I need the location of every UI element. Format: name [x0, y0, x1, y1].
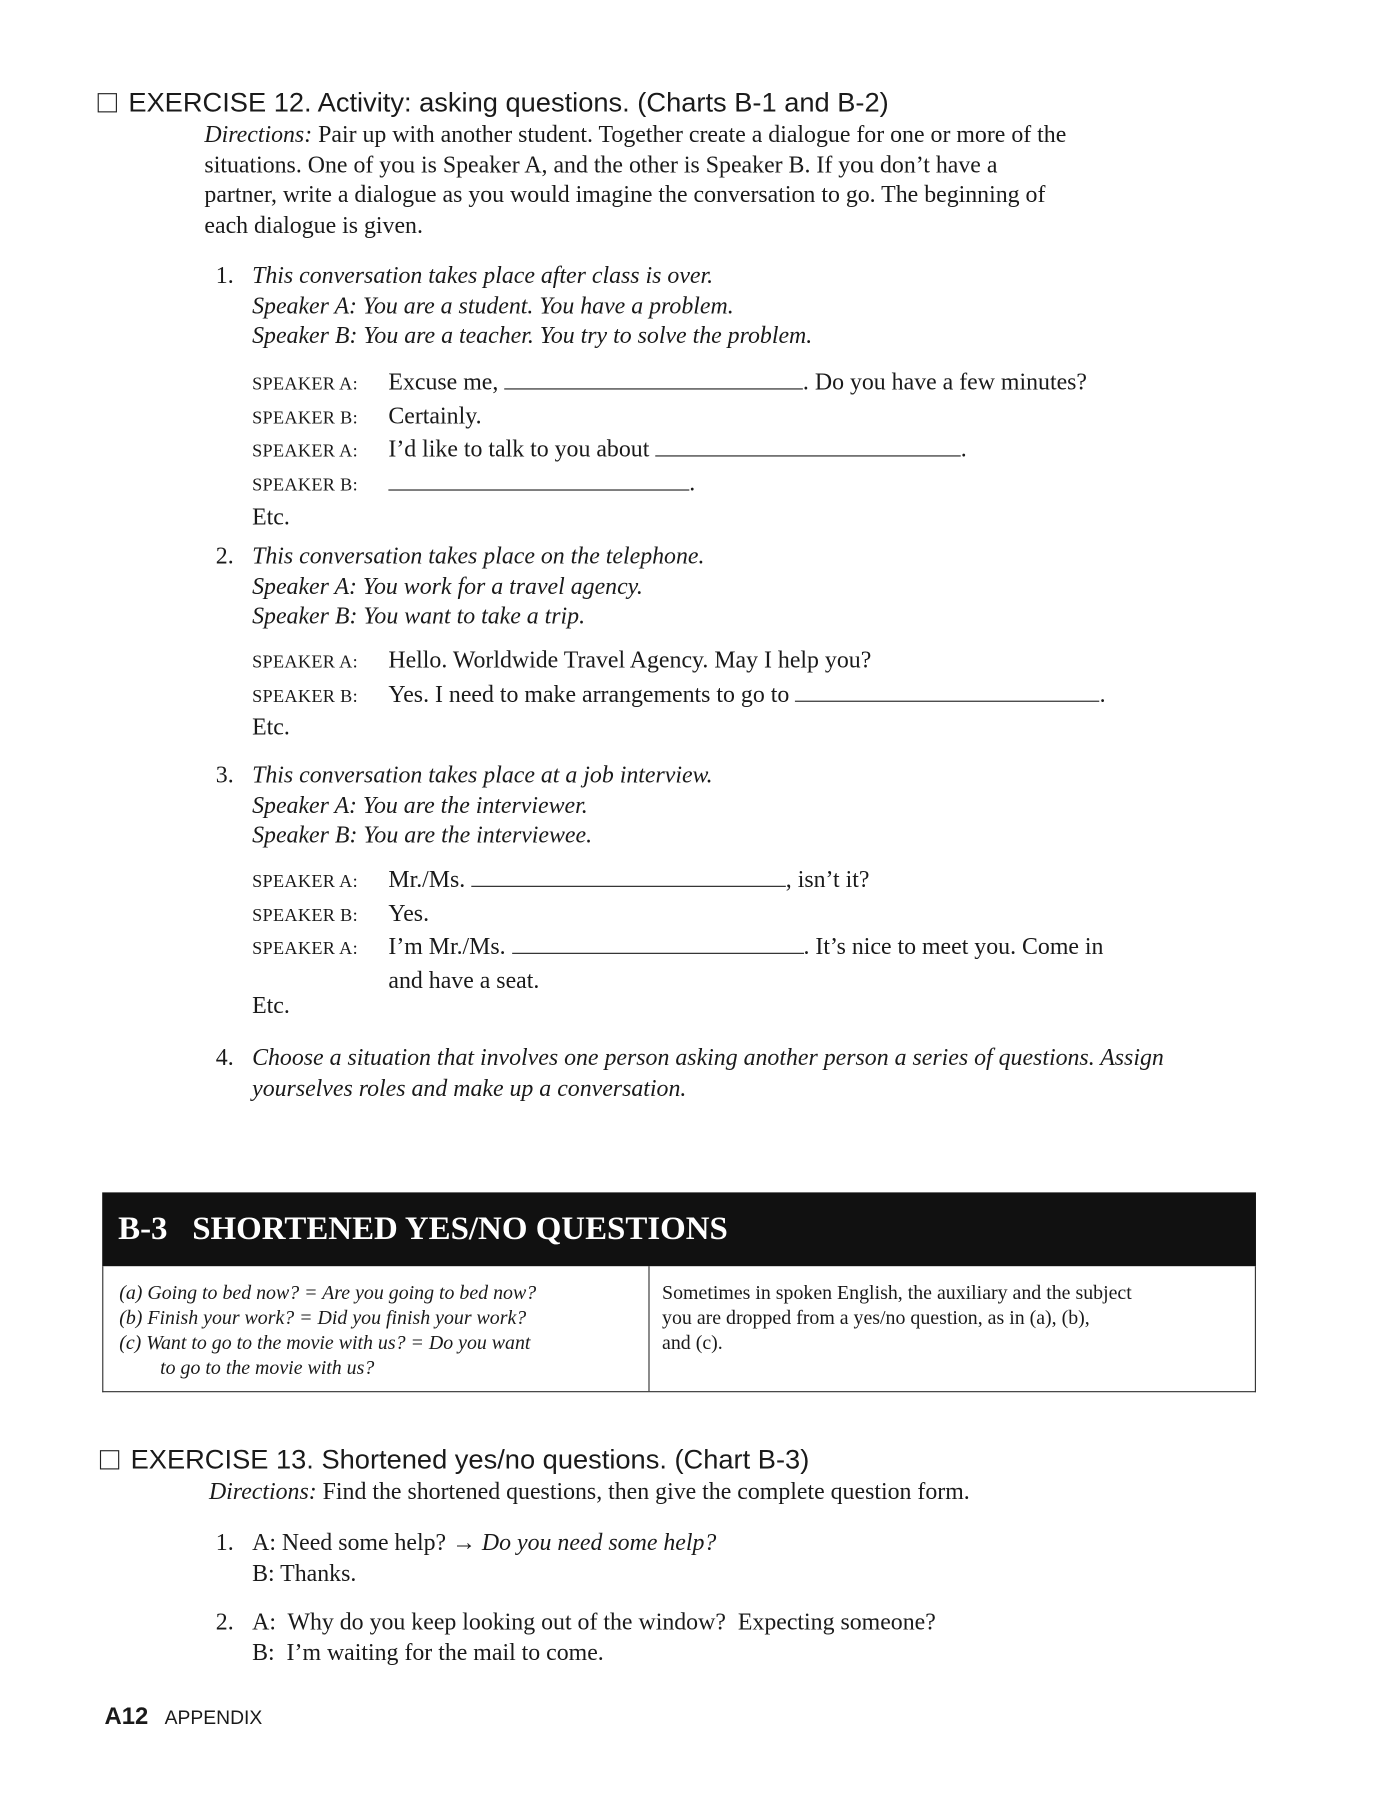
answer-blank[interactable]: [655, 435, 960, 457]
exercise-13-item-2: 2. A: Why do you keep looking out of the window? Expecting someone? B: I’m waiting for the mail to come.: [215, 1608, 936, 1666]
exercise-12-directions: Directions: Pair up with another student. Together create a dialogue for one or more of the situations. One of you is Speaker A, and the other is Speaker B. If you don’t have a partner, write a dialogue as you would imagine the conversation to go. The beginning of each dialogue is given.: [204, 120, 1067, 239]
item-1-setup: 1. This conversation takes place after class is over. Speaker A: You are a student. You have a problem. Speaker B: You are a teacher. You try to solve the problem.: [215, 261, 813, 350]
answer-blank[interactable]: [504, 368, 803, 390]
answer-blank[interactable]: [512, 933, 804, 955]
chart-b3-title-bar: B-3 SHORTENED YES/NO QUESTIONS: [102, 1192, 1256, 1266]
chart-examples: (a) Going to bed now? = Are you going to bed now? (b) Finish your work? = Did you finish your work? (c) Want to go to the movie with us? = Do you want to go to the movie with us?: [119, 1280, 537, 1379]
item-3-dialogue: SPEAKER A: Mr./Ms. , isn’t it? SPEAKER B: Yes. SPEAKER A: I’m Mr./Ms. . It’s nice to meet you. Come in and have a seat.: [252, 865, 1104, 994]
table-divider: [648, 1266, 649, 1391]
item-4-setup: 4. Choose a situation that involves one person asking another person a series of questions. Assign yourselves roles and make up a conversation.: [215, 1043, 1164, 1102]
chart-b3-table: [102, 1266, 1256, 1392]
exercise-13-directions: Directions: Find the shortened questions, then give the complete question form.: [208, 1477, 970, 1505]
item-3-setup: 3. This conversation takes place at a job interview. Speaker A: You are the interviewer. Speaker B: You are the interviewee.: [215, 760, 713, 849]
chart-explanation: Sometimes in spoken English, the auxiliary and the subject you are dropped from a yes/no question, as in (a), (b), and (c).: [662, 1280, 1132, 1354]
item-3-etc: Etc.: [252, 991, 290, 1019]
answer-blank[interactable]: [795, 680, 1099, 702]
item-2-setup: 2. This conversation takes place on the telephone. Speaker A: You work for a travel agency. Speaker B: You want to take a trip.: [215, 541, 705, 630]
page-footer: A12 APPENDIX: [104, 1703, 263, 1730]
answer-blank[interactable]: [388, 469, 689, 491]
item-1-dialogue: SPEAKER A: Excuse me, . Do you have a few minutes? SPEAKER B: Certainly. SPEAKER A: I’d like to talk to you about . SPEAKER B: . Etc.: [252, 367, 1088, 531]
exercise-12-heading: EXERCISE 12. Activity: asking questions. (Charts B-1 and B-2): [98, 86, 889, 120]
arrow-icon: →: [452, 1528, 476, 1556]
answer-blank[interactable]: [471, 865, 786, 887]
exercise-checkbox[interactable]: [100, 1450, 119, 1469]
item-2-dialogue: SPEAKER A: Hello. Worldwide Travel Agency. May I help you? SPEAKER B: Yes. I need to make arrangements to go to . Etc.: [252, 646, 1106, 741]
exercise-checkbox[interactable]: [98, 93, 117, 112]
exercise-13-heading: EXERCISE 13. Shortened yes/no questions. (Chart B-3): [100, 1443, 809, 1477]
exercise-13-item-1: 1. A: Need some help? → Do you need some help? B: Thanks.: [215, 1528, 717, 1587]
